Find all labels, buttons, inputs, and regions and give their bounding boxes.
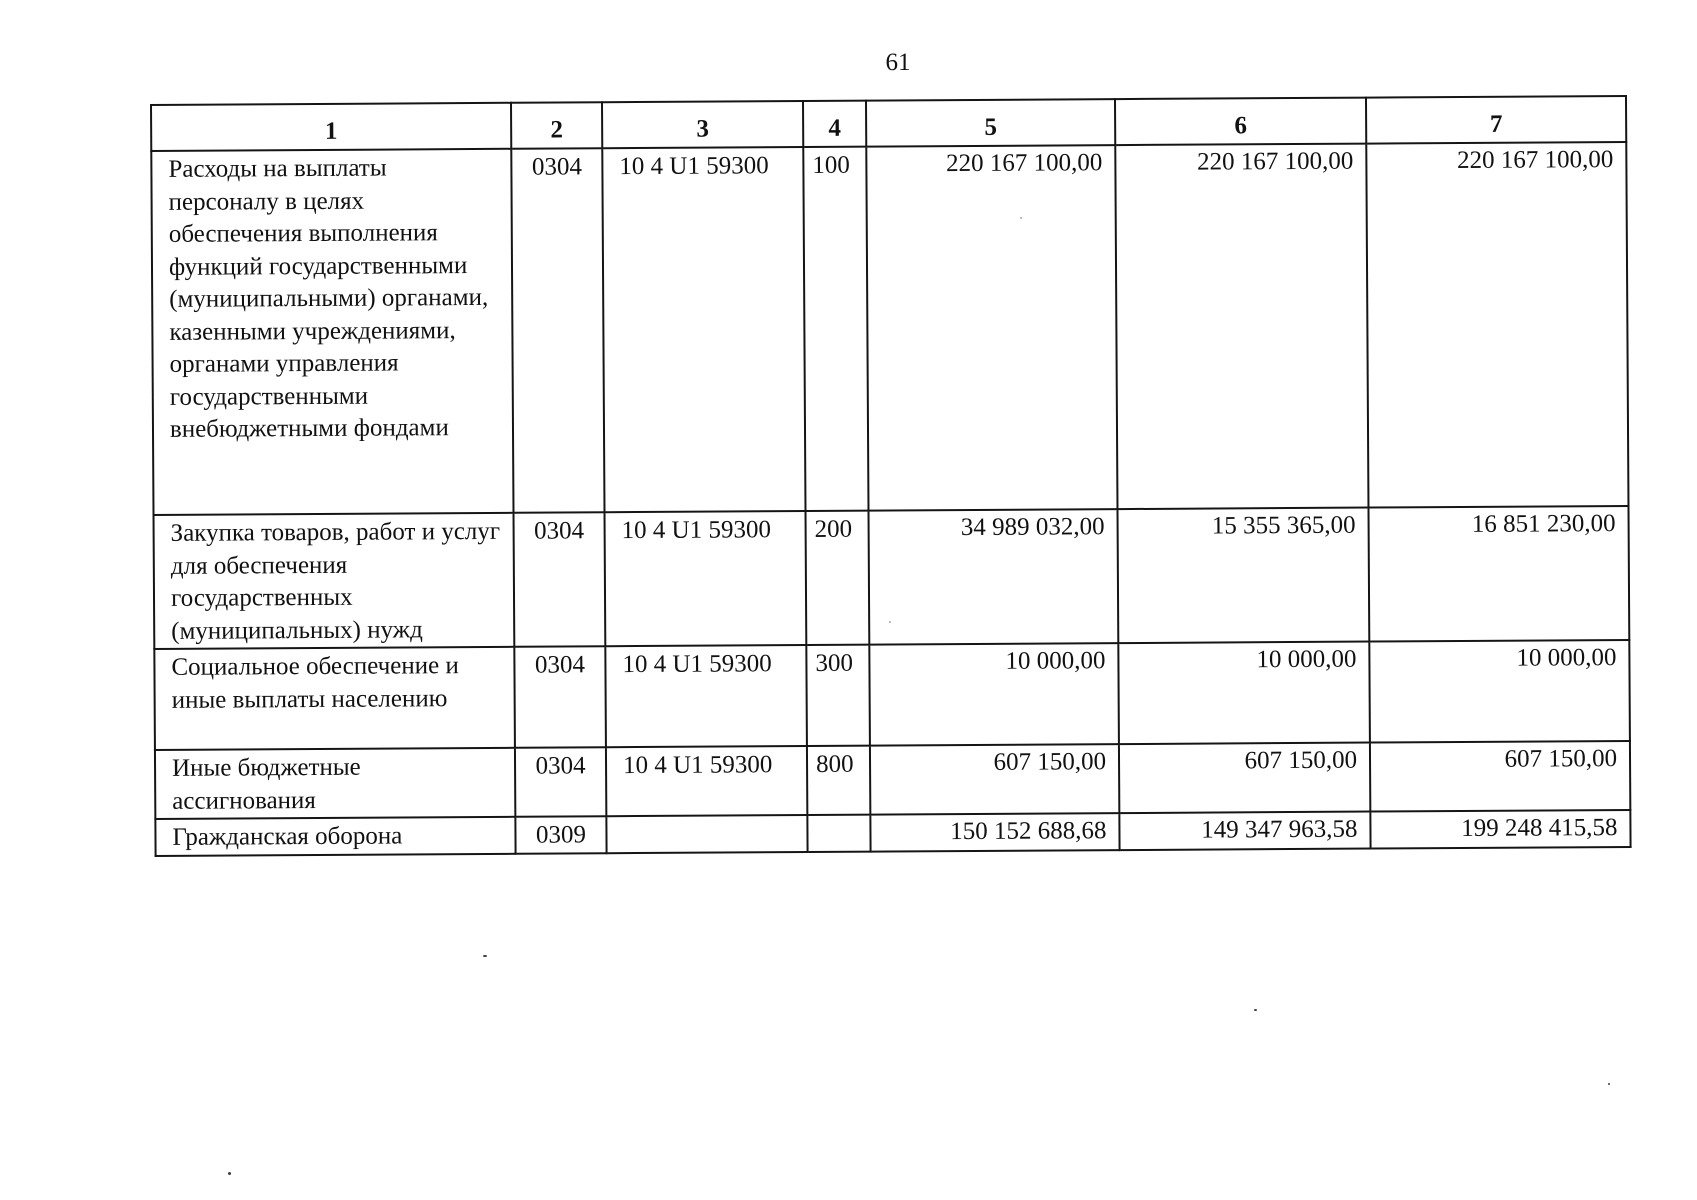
amount-column-6-cell: 220 167 100,00 xyxy=(1115,144,1368,510)
table-row xyxy=(154,640,1630,750)
amount-column-5-cell: 607 150,00 xyxy=(870,744,1119,815)
column-header-1: 1 xyxy=(151,103,511,151)
table-body xyxy=(151,142,1630,855)
expense-type-cell: 200 xyxy=(805,511,869,645)
expense-name-cell: Расходы на выплаты персоналу в целях обеспечения выполнения функций государственными (муниципальными) органами, казенными учреждениями, органами управления государственными внебюджетными фондами xyxy=(151,149,513,515)
amount-column-7-cell: 199 248 415,58 xyxy=(1370,810,1630,848)
scan-speck xyxy=(1020,217,1022,219)
expense-name-cell: Иные бюджетные ассигнования xyxy=(155,748,515,819)
budget-allocation-table xyxy=(150,95,1632,857)
amount-column-7-cell: 220 167 100,00 xyxy=(1366,142,1628,508)
expense-type-cell: 300 xyxy=(806,645,870,746)
column-header-6: 6 xyxy=(1115,98,1366,146)
scan-speck xyxy=(889,621,891,623)
amount-column-5-cell: 10 000,00 xyxy=(869,643,1119,746)
expense-type-cell xyxy=(807,815,870,852)
target-article-cell: 10 4 U1 59300 xyxy=(605,511,807,646)
amount-column-6-cell: 10 000,00 xyxy=(1118,642,1370,745)
scan-speck xyxy=(228,1172,231,1175)
section-code-cell: 0304 xyxy=(515,747,606,817)
target-article-cell: 10 4 U1 59300 xyxy=(602,147,805,512)
table-row xyxy=(155,810,1630,856)
column-header-3: 3 xyxy=(602,101,803,148)
scan-speck xyxy=(1608,1083,1610,1085)
amount-column-5-cell: 150 152 688,68 xyxy=(870,813,1119,851)
amount-column-6-cell: 149 347 963,58 xyxy=(1119,812,1370,850)
section-code-cell: 0304 xyxy=(511,148,604,513)
table-row xyxy=(151,142,1628,515)
expense-name-cell: Социальное обеспечение и иные выплаты населению xyxy=(154,647,515,750)
table-row xyxy=(154,506,1630,649)
scan-speck xyxy=(1254,1009,1257,1011)
section-code-cell: 0304 xyxy=(514,646,606,748)
expense-name-cell: Закупка товаров, работ и услуг для обеспечения государственных (муниципальных) нужд xyxy=(154,513,515,649)
expense-name-cell: Гражданская оборона xyxy=(155,817,515,856)
amount-column-5-cell: 220 167 100,00 xyxy=(866,145,1117,511)
amount-column-5-cell: 34 989 032,00 xyxy=(868,509,1118,645)
expense-type-cell: 100 xyxy=(803,147,868,511)
expense-type-cell: 800 xyxy=(807,746,870,815)
amount-column-7-cell: 607 150,00 xyxy=(1370,741,1630,812)
column-header-7: 7 xyxy=(1366,96,1626,144)
amount-column-7-cell: 10 000,00 xyxy=(1369,640,1630,743)
amount-column-6-cell: 15 355 365,00 xyxy=(1117,508,1369,644)
section-code-cell: 0304 xyxy=(514,512,606,647)
scan-speck xyxy=(483,955,487,957)
amount-column-6-cell: 607 150,00 xyxy=(1119,743,1370,814)
amount-column-7-cell: 16 851 230,00 xyxy=(1368,506,1629,642)
target-article-cell xyxy=(606,815,807,853)
table-row xyxy=(155,741,1630,819)
column-header-2: 2 xyxy=(511,102,602,149)
page-number: 61 xyxy=(885,49,911,76)
column-header-5: 5 xyxy=(866,99,1115,147)
target-article-cell: 10 4 U1 59300 xyxy=(605,645,807,747)
section-code-cell: 0309 xyxy=(515,816,606,853)
target-article-cell: 10 4 U1 59300 xyxy=(606,746,807,816)
column-header-4: 4 xyxy=(803,101,866,147)
